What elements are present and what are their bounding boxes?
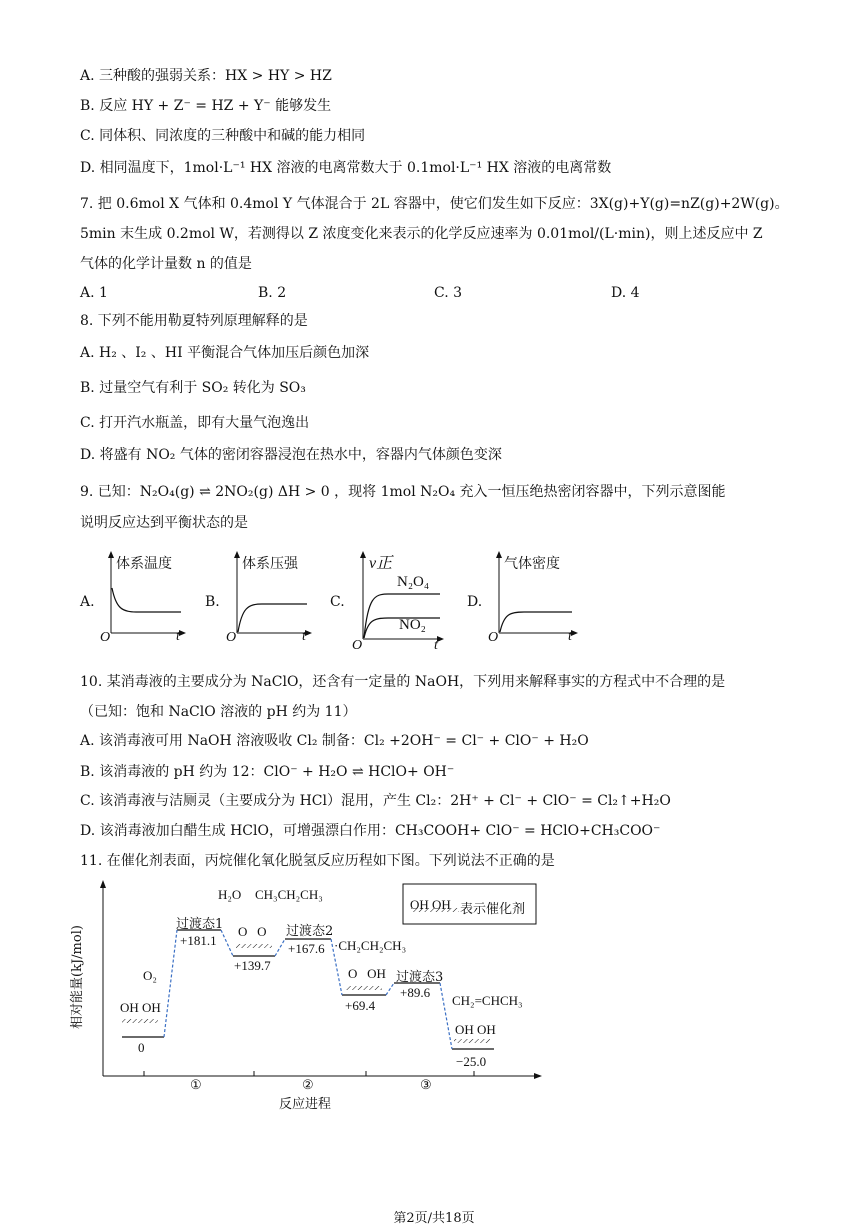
- q10-stem-line1: 10. 某消毒液的主要成分为 NaClO，还含有一定量的 NaOH，下列用来解释事实的方程式中不合理的是: [80, 674, 726, 690]
- q7-option-b: B. 2: [258, 285, 287, 301]
- catalyst-surface-start: [122, 1019, 158, 1023]
- ts1-value: +181.1: [180, 933, 217, 948]
- q9-stem-line1: 9. 已知：N₂O₄(g) ⇌ 2NO₂(g) ΔH > 0 ，现将 1mol N₂O₄ 充入一恒压绝热密闭容器中，下列示意图能: [80, 484, 726, 500]
- step-3-label: ③: [420, 1078, 432, 1093]
- q6-option-d: D. 相同温度下，1mol·L⁻¹ HX 溶液的电离常数大于 0.1mol·L⁻¹ HX 溶液的电离常数: [80, 160, 612, 176]
- level-final-value: −25.0: [456, 1054, 487, 1069]
- graph-b-origin: O: [226, 630, 237, 645]
- catalyst-surface-3: [346, 986, 382, 990]
- species-propene: CH₂=CHCH₃: [452, 993, 523, 1008]
- graph-d-curve: [500, 612, 572, 632]
- ts3-value: +89.6: [400, 985, 431, 1000]
- graph-a-ylabel: 体系温度: [116, 556, 172, 572]
- q10-option-c: C. 该消毒液与洁厕灵（主要成分为 HCl）混用，产生 Cl₂：2H⁺ + Cl⁻ + ClO⁻ = Cl₂↑+H₂O: [80, 793, 671, 809]
- species-ooh: O OH: [348, 966, 386, 981]
- q7-option-a: A. 1: [80, 285, 108, 301]
- q8-option-c: C. 打开汽水瓶盖，即有大量气泡逸出: [80, 415, 310, 431]
- q6-option-c: C. 同体积、同浓度的三种酸中和碱的能力相同: [80, 128, 366, 144]
- graph-d-ylabel: 气体密度: [504, 556, 560, 572]
- level-139-value: +139.7: [234, 958, 271, 973]
- ts3-label: 过渡态3: [396, 970, 444, 985]
- q8-option-d: D. 将盛有 NO₂ 气体的密闭容器浸泡在热水中，容器内气体颜色变深: [80, 447, 502, 463]
- legend-ohoh: OH OH: [410, 897, 451, 912]
- ts2-label: 过渡态2: [286, 924, 334, 939]
- step-1-label: ①: [190, 1078, 202, 1093]
- q10-option-a: A. 该消毒液可用 NaOH 溶液吸收 Cl₂ 制备：Cl₂ +2OH⁻ = Cl⁻ + ClO⁻ + H₂O: [80, 733, 589, 749]
- q7-option-d: D. 4: [611, 285, 640, 301]
- q7-option-c: C. 3: [434, 285, 463, 301]
- diagram-x-label: 反应进程: [279, 1097, 332, 1112]
- q8-option-b: B. 过量空气有利于 SO₂ 转化为 SO₃: [80, 380, 306, 396]
- species-ohoh-end: OH OH: [455, 1022, 496, 1037]
- graph-c-xaxis: t: [434, 638, 438, 653]
- ts1-label: 过渡态1: [176, 917, 224, 932]
- diagram-y-label: 相对能量(kJ/mol): [70, 925, 85, 1029]
- graph-b-ylabel: 体系压强: [242, 556, 298, 572]
- q8-stem: 8. 下列不能用勒夏特列原理解释的是: [80, 313, 308, 329]
- q8-option-a: A. H₂ 、I₂ 、HI 平衡混合气体加压后颜色加深: [80, 345, 370, 361]
- q7-stem-line2: 5min 末生成 0.2mol W，若测得以 Z 浓度变化来表示的化学反应速率为 0.01mol/(L·min)，则上述反应中 Z: [80, 226, 763, 242]
- ts2-value: +167.6: [288, 941, 325, 956]
- graph-c-letter: C.: [330, 594, 345, 610]
- q10-option-d: D. 该消毒液加白醋生成 HClO，可增强漂白作用：CH₃COOH+ ClO⁻ = HClO+CH₃COO⁻: [80, 823, 661, 839]
- species-radical: ·CH₂CH₂CH₃: [334, 938, 407, 953]
- graph-b-letter: B.: [205, 594, 220, 610]
- legend-text: 表示催化剂: [460, 902, 526, 917]
- graph-a-curve: [112, 588, 181, 612]
- graph-a-letter: A.: [80, 594, 95, 610]
- species-h2o: H₂O: [218, 887, 242, 902]
- q6-option-a: A. 三种酸的强弱关系：HX > HY > HZ: [80, 68, 332, 84]
- q7-stem-line1: 7. 把 0.6mol X 气体和 0.4mol Y 气体混合于 2L 容器中，使它们发生如下反应：3X(g)+Y(g)=nZ(g)+2W(g)。: [80, 196, 789, 212]
- species-oo: O O: [238, 924, 267, 939]
- level-0-value: 0: [138, 1040, 145, 1055]
- species-o2: O₂: [143, 968, 157, 983]
- graph-a-xaxis: t: [176, 629, 180, 644]
- graph-d-xaxis: t: [568, 629, 572, 644]
- graph-d-origin: O: [488, 630, 499, 645]
- q10-stem-line2: （已知：饱和 NaClO 溶液的 pH 约为 11）: [80, 704, 357, 720]
- graph-c: [348, 548, 446, 654]
- graph-c-ylabel: v正: [369, 555, 393, 572]
- q9-stem-line2: 说明反应达到平衡状态的是: [80, 515, 248, 531]
- graph-a-origin: O: [100, 630, 111, 645]
- graph-b-xaxis: t: [302, 629, 306, 644]
- graph-c-origin: O: [352, 638, 363, 653]
- species-propane: CH₃CH₂CH₃: [255, 887, 323, 902]
- graph-c-upper-label: N₂O₄: [397, 574, 430, 590]
- catalyst-surface-2: [236, 944, 272, 948]
- q10-option-b: B. 该消毒液的 pH 约为 12：ClO⁻ + H₂O ⇌ HClO+ OH⁻: [80, 764, 455, 780]
- graph-c-lower-label: NO₂: [399, 617, 426, 633]
- graph-d-letter: D.: [467, 594, 483, 610]
- catalyst-surface-end: [454, 1039, 490, 1043]
- step-2-label: ②: [302, 1078, 314, 1093]
- q7-stem-line3: 气体的化学计量数 n 的值是: [80, 256, 252, 272]
- graph-b-curve: [238, 604, 307, 632]
- q11-stem: 11. 在催化剂表面，丙烷催化氧化脱氢反应历程如下图。下列说法不正确的是: [80, 853, 555, 869]
- species-ohoh-start: OH OH: [120, 1000, 161, 1015]
- page-footer: 第2页/共18页: [393, 1211, 475, 1226]
- level-69-value: +69.4: [345, 998, 376, 1013]
- q6-option-b: B. 反应 HY + Z⁻ = HZ + Y⁻ 能够发生: [80, 98, 332, 114]
